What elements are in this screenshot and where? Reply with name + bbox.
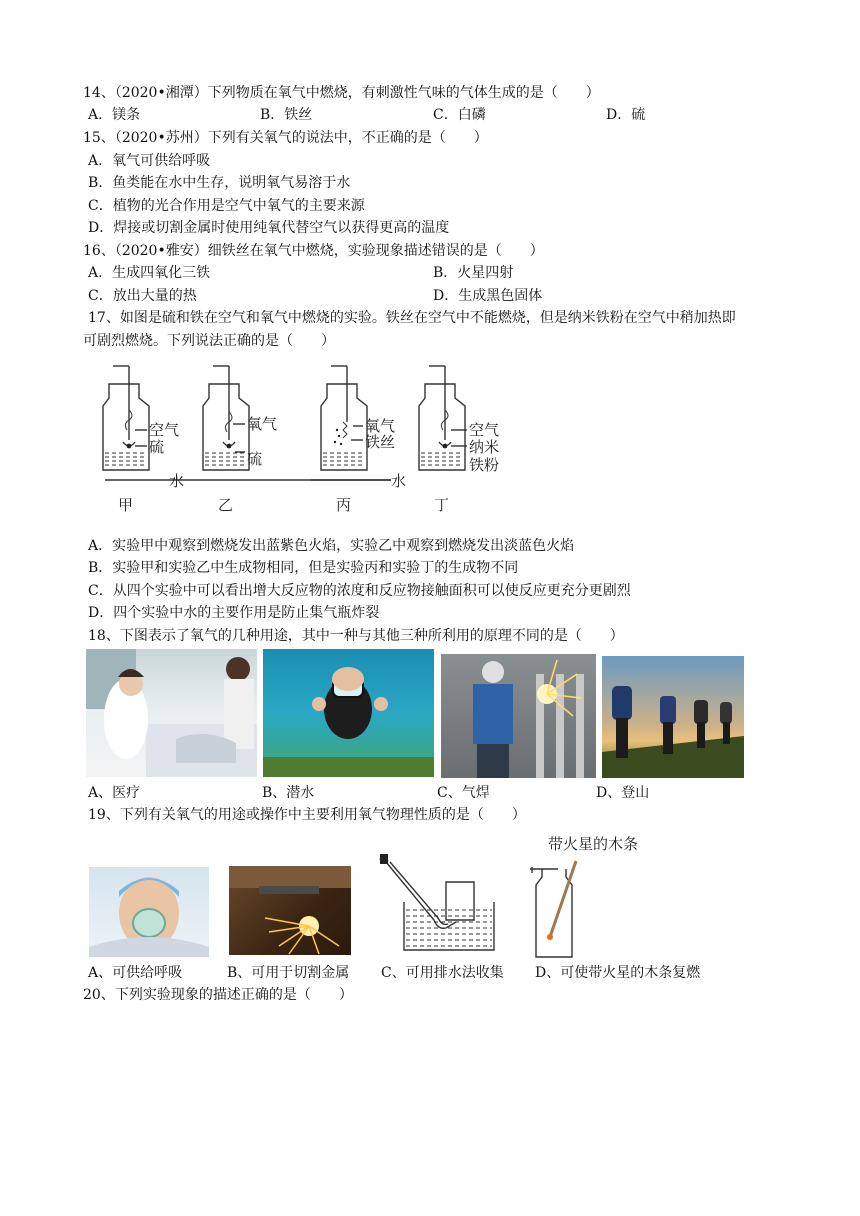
- q15-option-c: C．植物的光合作用是空气中氧气的主要来源: [88, 198, 365, 214]
- q14-option-d: D．硫: [606, 107, 646, 123]
- label-nano: 纳米: [469, 438, 500, 456]
- q18-stem: 18、下图表示了氧气的几种用途，其中一种与其他三种所利用的原理不同的是（ ）: [88, 628, 624, 644]
- label-ding: 丁: [434, 496, 450, 514]
- gas-welding-photo: [441, 654, 596, 778]
- q15-stem: 15、（2020•苏州）下列有关氧气的说法中，不正确的是（ ）: [83, 130, 488, 146]
- label-bing: 丙: [336, 496, 352, 514]
- q19-option-d: D、可使带火星的木条复燃: [535, 965, 701, 981]
- q16-option-b: B．火星四射: [433, 265, 514, 281]
- q18-option-b: B、潜水: [262, 785, 315, 801]
- q17-combustion-figure: [85, 360, 525, 520]
- q20-stem: 20、下列实验现象的描述正确的是（ ）: [83, 987, 353, 1003]
- q17-stem-line2: 可剧烈燃烧。下列说法正确的是（ ）: [83, 333, 335, 349]
- q17-stem-line1: 17、如图是硫和铁在空气和氧气中燃烧的实验。铁丝在空气中不能燃烧，但是纳米铁粉在空气中稍加热即: [88, 310, 736, 326]
- label-jia: 甲: [118, 496, 134, 514]
- label-sulfur-2: 硫: [247, 450, 263, 468]
- diving-photo: [263, 649, 434, 777]
- label-water-2: 水: [391, 472, 407, 490]
- q17-option-d: D．四个实验中水的主要作用是防止集气瓶炸裂: [88, 605, 380, 621]
- label-iron-wire: 铁丝: [365, 433, 396, 451]
- q19-stem: 19、下列有关氧气的用途或操作中主要利用氧气物理性质的是（ ）: [88, 807, 526, 823]
- label-oxygen-2: 氧气: [365, 417, 396, 435]
- oxygen-mask-patient-photo: [89, 867, 209, 957]
- label-air-2: 空气: [469, 421, 500, 439]
- label-oxygen-1: 氧气: [247, 415, 278, 433]
- q18-option-c: C、气焊: [437, 785, 490, 801]
- q17-option-c: C．从四个实验中可以看出增大反应物的浓度和反应物接触面积可以使反应更充分更剧烈: [88, 583, 631, 599]
- q15-option-b: B．鱼类能在水中生存，说明氧气易溶于水: [88, 175, 351, 191]
- q17-option-a: A．实验甲中观察到燃烧发出蓝紫色火焰，实验乙中观察到燃烧发出淡蓝色火焰: [88, 538, 575, 554]
- q18-option-a: A、医疗: [88, 785, 141, 801]
- medical-care-photo: [86, 649, 257, 777]
- q16-option-d: D．生成黑色固体: [433, 288, 543, 304]
- q18-option-d: D、登山: [596, 785, 650, 801]
- q16-option-c: C．放出大量的热: [88, 288, 197, 304]
- q14-stem: 14、（2020•湘潭）下列物质在氧气中燃烧，有刺激性气味的气体生成的是（ ）: [83, 85, 600, 101]
- q15-option-a: A．氧气可供给呼吸: [88, 153, 211, 169]
- label-iron-powder: 铁粉: [469, 456, 500, 474]
- q14-option-c: C．白磷: [433, 107, 486, 123]
- splint-label: 带火星的木条: [548, 835, 639, 853]
- q14-option-a: A．镁条: [88, 107, 141, 123]
- label-air-1: 空气: [149, 421, 180, 439]
- q19-option-c: C、可用排水法收集: [381, 965, 504, 981]
- metal-cutting-photo: [229, 866, 351, 955]
- q19-option-a: A、可供给呼吸: [88, 965, 183, 981]
- mountain-climbing-photo: [602, 656, 744, 778]
- q16-option-a: A．生成四氧化三铁: [88, 265, 211, 281]
- q19-option-b: B、可用于切割金属: [227, 965, 350, 981]
- label-water-1: 水: [169, 472, 185, 490]
- glowing-splint-setup: [522, 833, 662, 961]
- q17-option-b: B．实验甲和实验乙中生成物相同，但是实验丙和实验丁的生成物不同: [88, 560, 519, 576]
- label-sulfur-1: 硫: [149, 438, 165, 456]
- water-displacement-setup: [372, 850, 502, 960]
- q14-option-b: B．铁丝: [260, 107, 313, 123]
- q16-stem: 16、（2020•雅安）细铁丝在氧气中燃烧，实验现象描述错误的是（ ）: [83, 243, 544, 259]
- q15-option-d: D．焊接或切割金属时使用纯氧代替空气以获得更高的温度: [88, 220, 450, 236]
- label-yi: 乙: [218, 496, 234, 514]
